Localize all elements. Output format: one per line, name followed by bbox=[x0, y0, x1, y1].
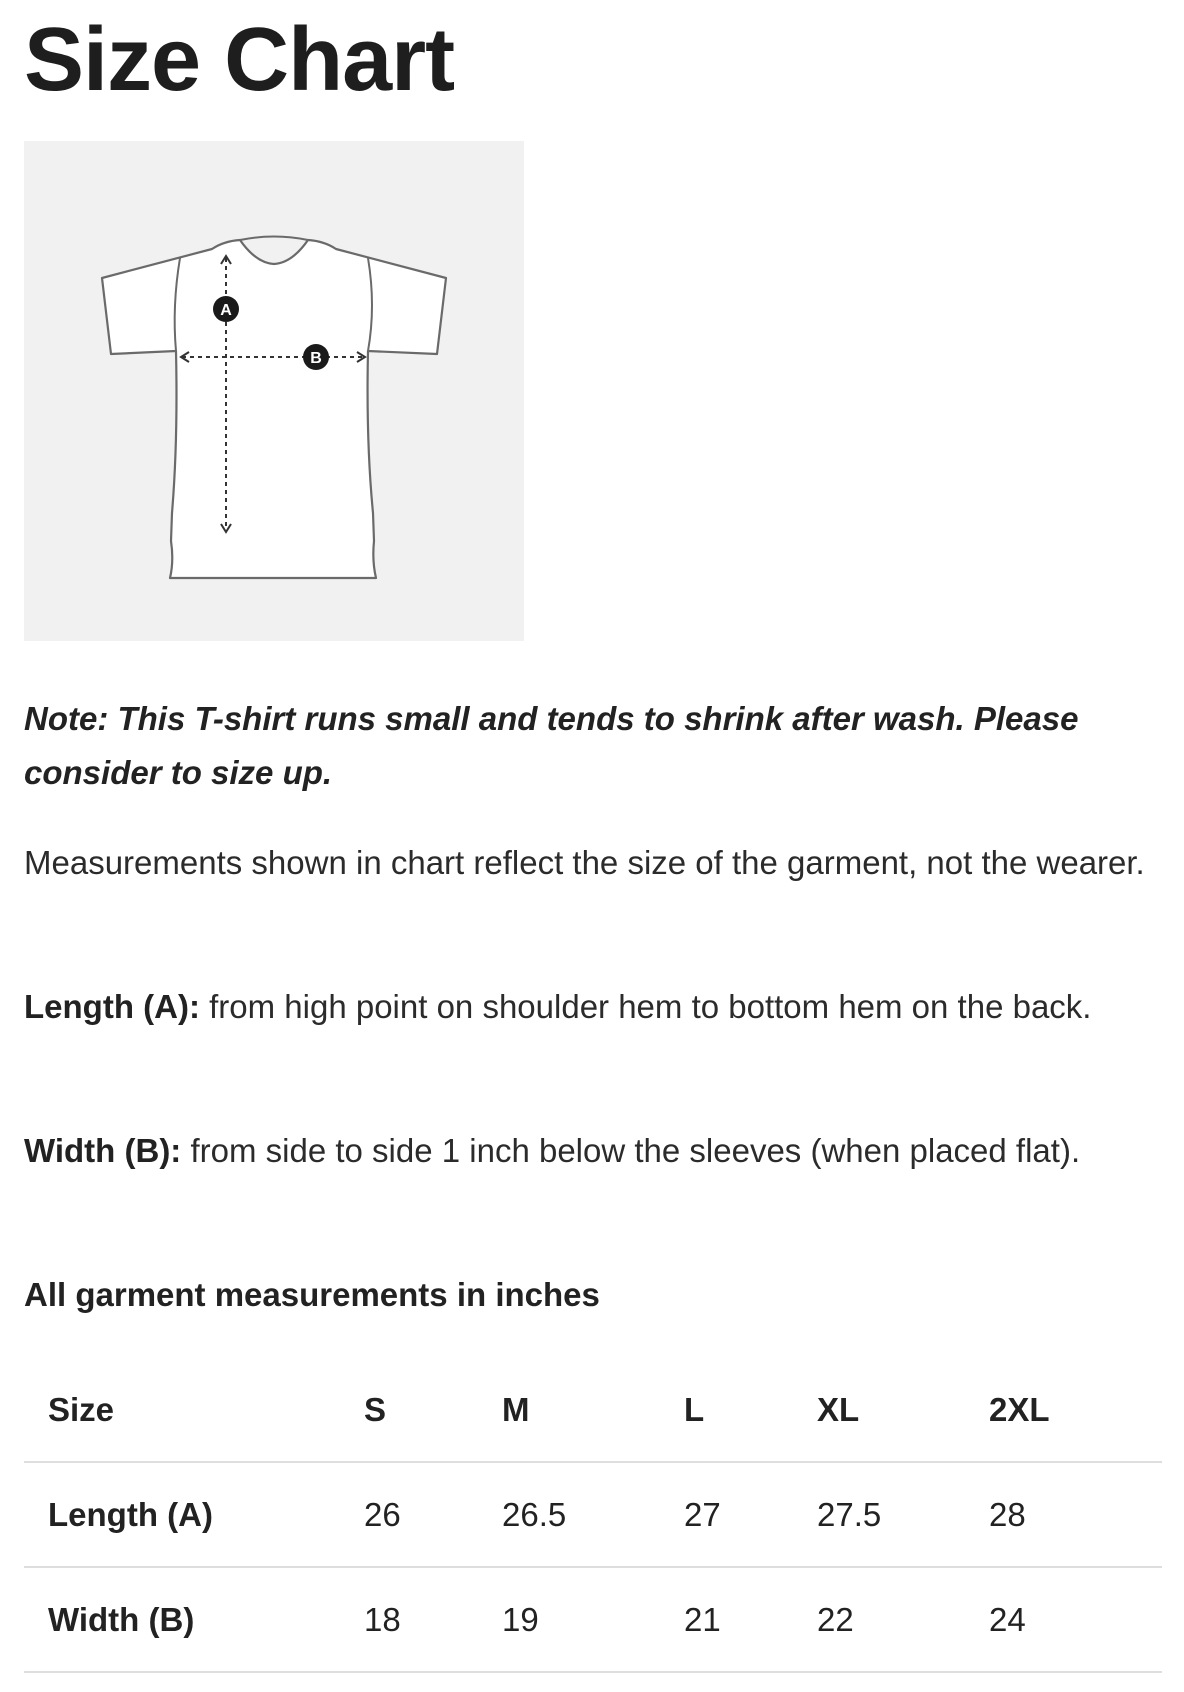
cell-length-s: 26 bbox=[364, 1462, 502, 1567]
header-m: M bbox=[502, 1358, 684, 1462]
tshirt-measurement-diagram bbox=[24, 141, 524, 641]
width-definition-text: from side to side 1 inch below the sleeves (when placed flat). bbox=[181, 1132, 1081, 1169]
units-heading: All garment measurements in inches bbox=[24, 1276, 600, 1313]
cell-length-l: 27 bbox=[684, 1462, 817, 1567]
header-s: S bbox=[364, 1358, 502, 1462]
header-xl: XL bbox=[817, 1358, 989, 1462]
table-row bbox=[24, 1567, 1162, 1672]
marker-b bbox=[303, 344, 329, 370]
svg-text:A: A bbox=[220, 302, 232, 319]
size-table bbox=[24, 1358, 1162, 1673]
page-title: Size Chart bbox=[24, 10, 455, 110]
cell-length-xl: 27.5 bbox=[817, 1462, 989, 1567]
width-definition bbox=[24, 1124, 1164, 1178]
length-definition-label: Length (A): bbox=[24, 988, 200, 1025]
cell-length-m: 26.5 bbox=[502, 1462, 684, 1567]
shrink-note: Note: This T-shirt runs small and tends to shrink after wash. Please consider to size up. bbox=[24, 700, 1079, 791]
cell-width-xl: 22 bbox=[817, 1567, 989, 1672]
header-2xl: 2XL bbox=[989, 1358, 1162, 1462]
row-label-length: Length (A) bbox=[24, 1462, 364, 1567]
header-l: L bbox=[684, 1358, 817, 1462]
marker-a bbox=[213, 296, 239, 322]
length-definition-text: from high point on shoulder hem to bottom hem on the back. bbox=[199, 988, 1092, 1025]
tshirt-illustration bbox=[24, 141, 524, 641]
cell-width-s: 18 bbox=[364, 1567, 502, 1672]
measurements-description: Measurements shown in chart reflect the size of the garment, not the wearer. bbox=[24, 844, 1145, 881]
row-label-width: Width (B) bbox=[24, 1567, 364, 1672]
table-row bbox=[24, 1462, 1162, 1567]
svg-text:B: B bbox=[310, 350, 322, 367]
cell-length-2xl: 28 bbox=[989, 1462, 1162, 1567]
cell-width-2xl: 24 bbox=[989, 1567, 1162, 1672]
cell-width-l: 21 bbox=[684, 1567, 817, 1672]
header-size: Size bbox=[24, 1358, 364, 1462]
table-header-row bbox=[24, 1358, 1162, 1462]
width-definition-label: Width (B): bbox=[24, 1132, 182, 1169]
cell-width-m: 19 bbox=[502, 1567, 684, 1672]
length-definition bbox=[24, 980, 1164, 1034]
